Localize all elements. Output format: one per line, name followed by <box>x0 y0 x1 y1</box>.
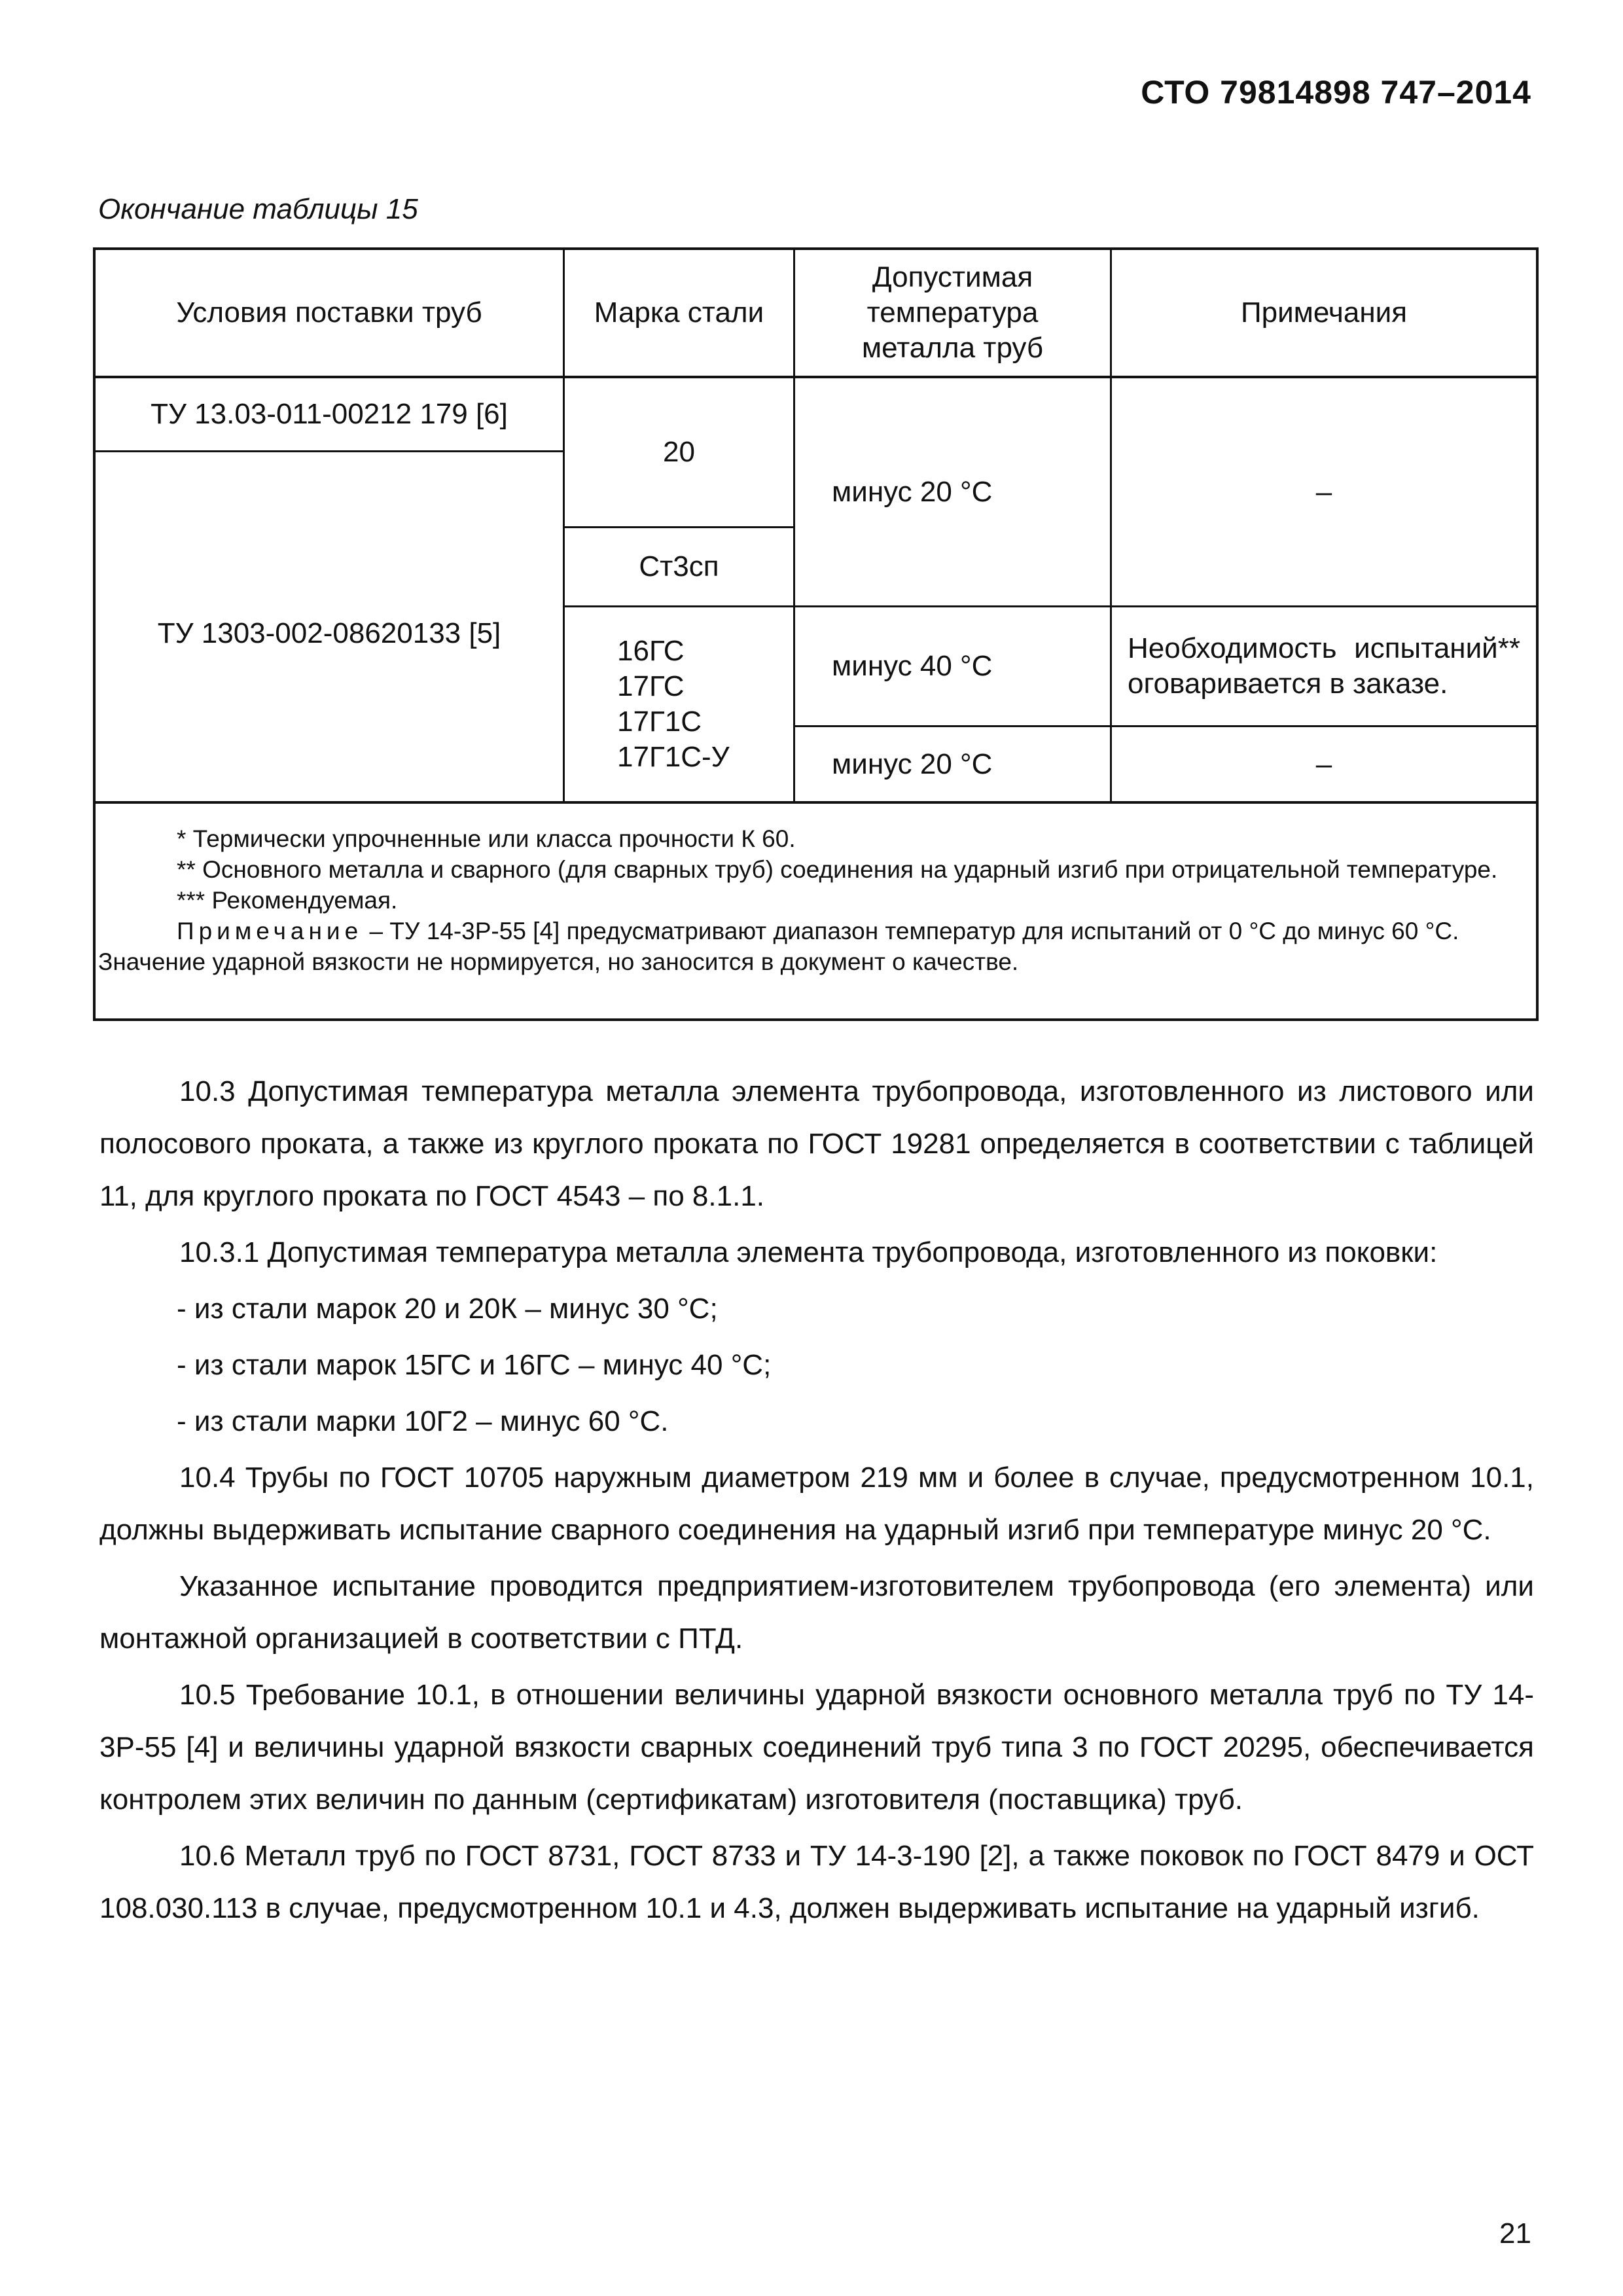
page-number: 21 <box>1499 2217 1531 2250</box>
list-item-1: - из стали марок 20 и 20К – минус 30 °С; <box>177 1293 718 1325</box>
footnote-1: * Термически упрочненные или класса прочности К 60. <box>177 825 796 852</box>
paragraph-10-4: 10.4 Трубы по ГОСТ 10705 наружным диаметром 219 мм и более в случае, предусмотренном 10.1, должны выдерживать испытание сварного соединения на ударный изгиб при температуре минус 20 °С. <box>99 1462 1534 1546</box>
cell-note-dash-2: – <box>1315 747 1332 780</box>
table-border-right <box>1536 247 1539 1021</box>
document-code: СТО 79814898 747–2014 <box>1141 74 1531 111</box>
table-caption: Окончание таблицы 15 <box>98 193 418 225</box>
header-steel-grade: Марка стали <box>594 296 764 329</box>
cell-note-dash-1: – <box>1315 475 1332 508</box>
header-permissible-temperature: Допустимая температура металла труб <box>861 261 1044 364</box>
paragraph-10-4-b: Указанное испытание проводится предприятием-изготовителем трубопровода (его элемента) или монтажной организацией в соответствии с ПТД. <box>99 1570 1534 1655</box>
cell-steel-20: 20 <box>663 436 695 468</box>
list-item-3: - из стали марки 10Г2 – минус 60 °С. <box>177 1405 669 1437</box>
cell-steel-st3sp: Ст3сп <box>639 550 719 583</box>
paragraph-10-3-1: 10.3.1 Допустимая температура металла элемента трубопровода, изготовленного из поковки: <box>179 1236 1438 1268</box>
paragraph-10-5: 10.5 Требование 10.1, в отношении величины ударной вязкости основного металла труб по ТУ 14-3Р-55 [4] и величины ударной вязкости сварных соединений труб типа 3 по ГОСТ 20295, обеспечивается контролем этих величин по данным (сертификатам) изготовителя (поставщика) труб. <box>99 1679 1534 1816</box>
header-notes: Примечания <box>1240 296 1408 329</box>
paragraph-10-3: 10.3 Допустимая температура металла элемента трубопровода, изготовленного из листового или полосового проката, а также из круглого проката по ГОСТ 19281 определяется в соответствии с таблицей 11, для круглого проката по ГОСТ 4543 – по 8.1.1. <box>99 1075 1534 1212</box>
cell-temp-minus-40: минус 40 °С <box>832 650 993 682</box>
table-note-label: Примечание <box>177 918 363 944</box>
cell-temp-minus-20-b: минус 20 °С <box>832 747 993 780</box>
footnote-separator <box>93 801 1539 804</box>
cell-note-testing-required: Необходимость испытаний** оговаривается в заказе. <box>1128 632 1520 700</box>
paragraph-10-6: 10.6 Металл труб по ГОСТ 8731, ГОСТ 8733 и ТУ 14-3-190 [2], а также поковок по ГОСТ 8479 и ОСТ 108.030.113 в случае, предусмотренном 10.1 и 4.3, должен выдерживать испытание на ударный изгиб. <box>99 1840 1534 1924</box>
table-border-bottom <box>93 1018 1539 1021</box>
cell-temp-minus-20: минус 20 °С <box>832 475 993 508</box>
header-supply-conditions: Условия поставки труб <box>176 296 482 329</box>
table-note-text: – ТУ 14-3Р-55 [4] предусматривают диапазон температур для испытаний от 0 °С до минус 60 °С. Значение ударной вязкости не нормируется, но заносится в документ о качестве. <box>98 918 1459 975</box>
table-note <box>98 916 1531 977</box>
footnote-2: ** Основного металла и сварного (для сварных труб) соединения на ударный изгиб при отрицательной температуре. <box>177 856 1498 883</box>
body-text <box>99 1066 1534 1935</box>
cell-supply-tu-2: ТУ 1303-002-08620133 [5] <box>157 617 501 649</box>
list-item-2: - из стали марок 15ГС и 16ГС – минус 40 °С; <box>177 1349 772 1381</box>
table-footnotes <box>98 823 1531 977</box>
cell-steel-group: 16ГС 17ГС 17Г1С 17Г1С-У <box>617 635 730 773</box>
cell-supply-tu-1: ТУ 13.03-011-00212 179 [6] <box>151 398 508 430</box>
footnote-3: *** Рекомендуемая. <box>177 887 398 914</box>
